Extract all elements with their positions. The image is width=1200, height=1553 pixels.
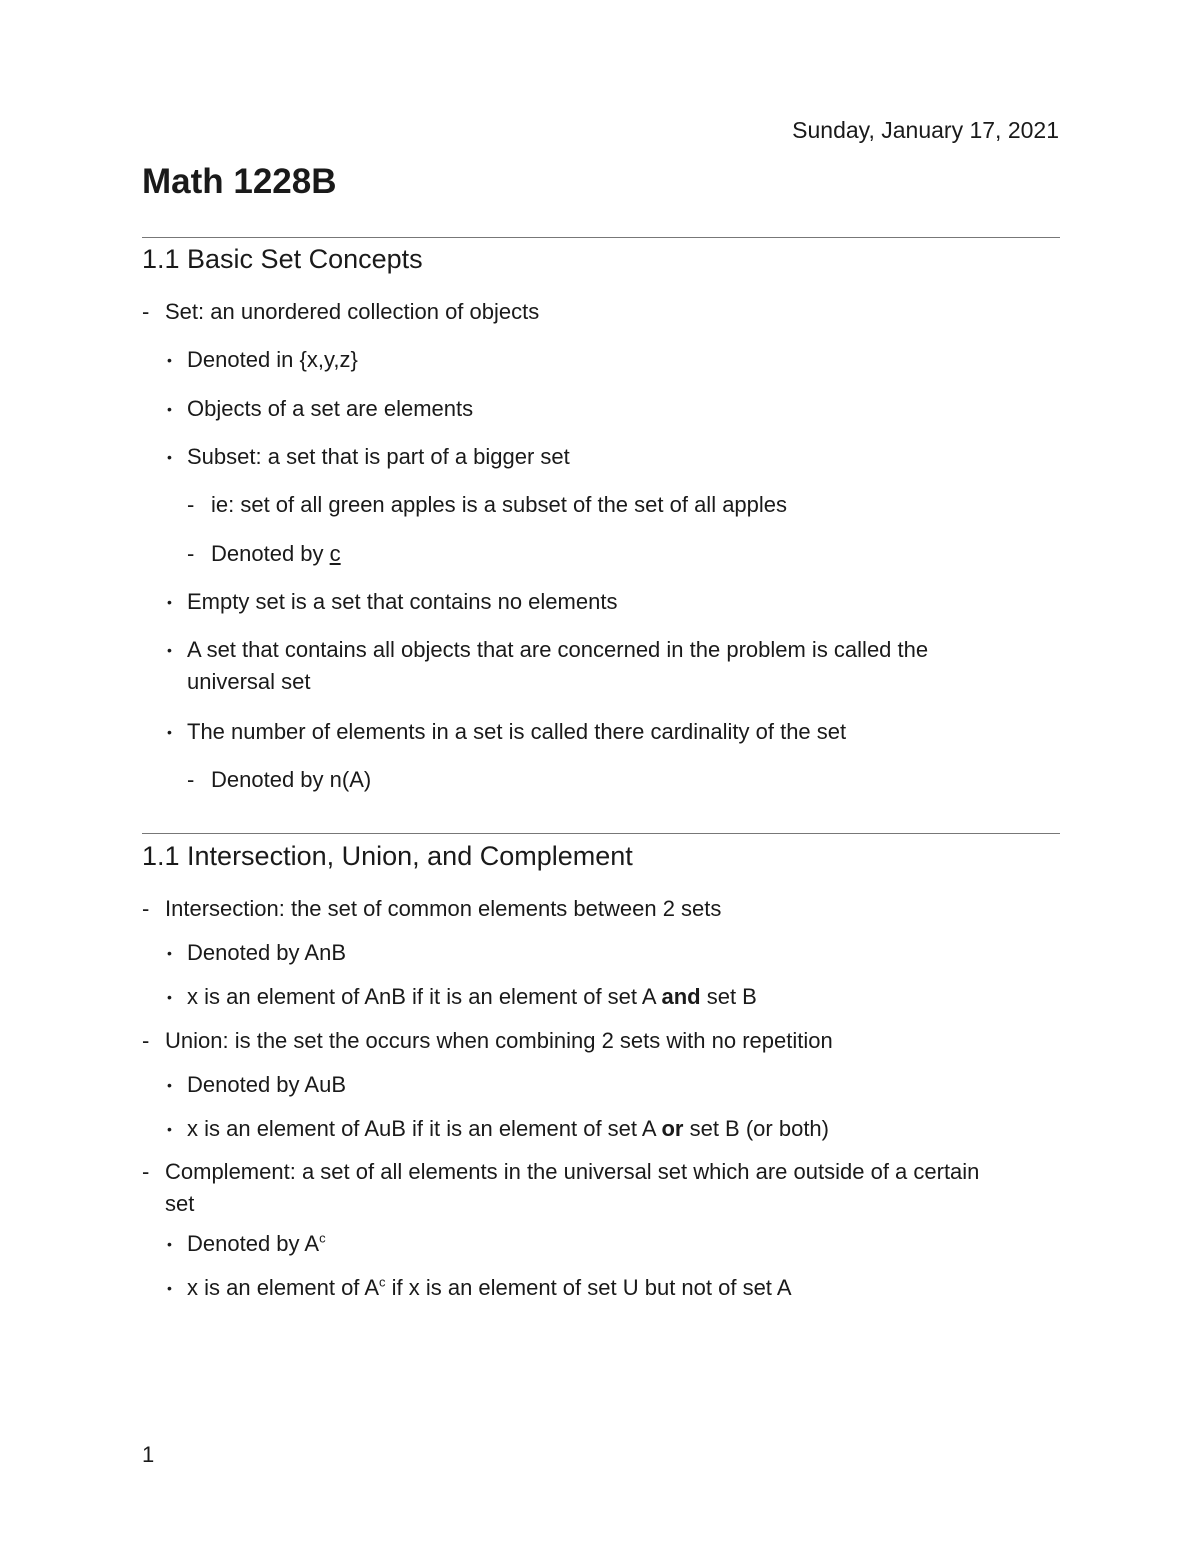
page-title: Math 1228B [142, 162, 337, 201]
bullet-marker: • [167, 1280, 172, 1296]
text: set B [700, 984, 757, 1009]
list-item-intersection-denoted: Denoted by AnB [187, 940, 347, 965]
dash-marker: - [142, 896, 150, 921]
bold-text: and [661, 984, 701, 1009]
list-item-cardinality: The number of elements in a set is called there cardinality of the set [187, 719, 847, 744]
bullet-marker: • [167, 989, 172, 1005]
list-item-set-definition: Set: an unordered collection of objects [165, 299, 540, 324]
list-item-cardinality-denoted: Denoted by n(A) [211, 767, 372, 792]
section-divider [142, 237, 1060, 238]
text-line: universal set [187, 669, 311, 694]
bullet-marker: • [167, 1077, 172, 1093]
text: if x is an element of set U but not of set A [385, 1275, 792, 1300]
page-number: 1 [142, 1442, 155, 1467]
bullet-marker: • [167, 594, 172, 610]
text: x is an element of AuB if it is an element of set A [187, 1116, 662, 1141]
list-item-union: Union: is the set the occurs when combining 2 sets with no repetition [165, 1028, 833, 1053]
bullet-marker: • [167, 401, 172, 417]
text-line: set [165, 1191, 195, 1216]
dash-marker: - [187, 541, 195, 566]
section-heading-intersection-union-complement: 1.1 Intersection, Union, and Complement [142, 841, 633, 871]
list-item-empty-set: Empty set is a set that contains no elements [187, 589, 618, 614]
dash-marker: - [187, 767, 195, 792]
bullet-marker: • [167, 724, 172, 740]
list-item-complement-x [187, 1272, 1067, 1304]
superscript: c [319, 1230, 326, 1246]
section-heading-basic-set-concepts: 1.1 Basic Set Concepts [142, 244, 423, 274]
list-item-union-x [187, 1113, 1067, 1145]
list-item-denoted-in: Denoted in {x,y,z} [187, 347, 358, 372]
bullet-marker: • [167, 1236, 172, 1252]
text-line: Complement: a set of all elements in the universal set which are outside of a certain [165, 1159, 980, 1184]
list-item-intersection-x [187, 981, 1067, 1013]
dash-marker: - [187, 492, 195, 517]
list-item-complement-denoted [187, 1228, 1067, 1260]
dash-marker: - [142, 1028, 150, 1053]
text-line: A set that contains all objects that are concerned in the problem is called the [187, 637, 929, 662]
bullet-marker: • [167, 945, 172, 961]
list-item-union-denoted: Denoted by AuB [187, 1072, 347, 1097]
list-item-complement [165, 1156, 1045, 1220]
bullet-marker: • [167, 1121, 172, 1137]
superscript: c [379, 1274, 386, 1290]
bullet-marker: • [167, 352, 172, 368]
bullet-marker: • [167, 449, 172, 465]
dash-marker: - [142, 1159, 150, 1184]
text: set B (or both) [683, 1116, 829, 1141]
list-item-objects: Objects of a set are elements [187, 396, 474, 421]
list-item-universal-set [187, 634, 1067, 698]
subset-symbol: c [329, 541, 341, 566]
bullet-marker: • [167, 642, 172, 658]
list-item-subset-example: ie: set of all green apples is a subset of the set of all apples [211, 492, 788, 517]
text: Denoted by [211, 541, 330, 566]
text: x is an element of A [187, 1275, 379, 1300]
list-item-subset: Subset: a set that is part of a bigger set [187, 444, 570, 469]
dash-marker: - [142, 299, 150, 324]
note-date: Sunday, January 17, 2021 [792, 117, 1059, 143]
bold-text: or [661, 1116, 684, 1141]
list-item-subset-denoted [211, 538, 1091, 570]
text: Denoted by A [187, 1231, 320, 1256]
text: x is an element of AnB if it is an element of set A [187, 984, 662, 1009]
section-divider [142, 833, 1060, 834]
list-item-intersection: Intersection: the set of common elements between 2 sets [165, 896, 722, 921]
